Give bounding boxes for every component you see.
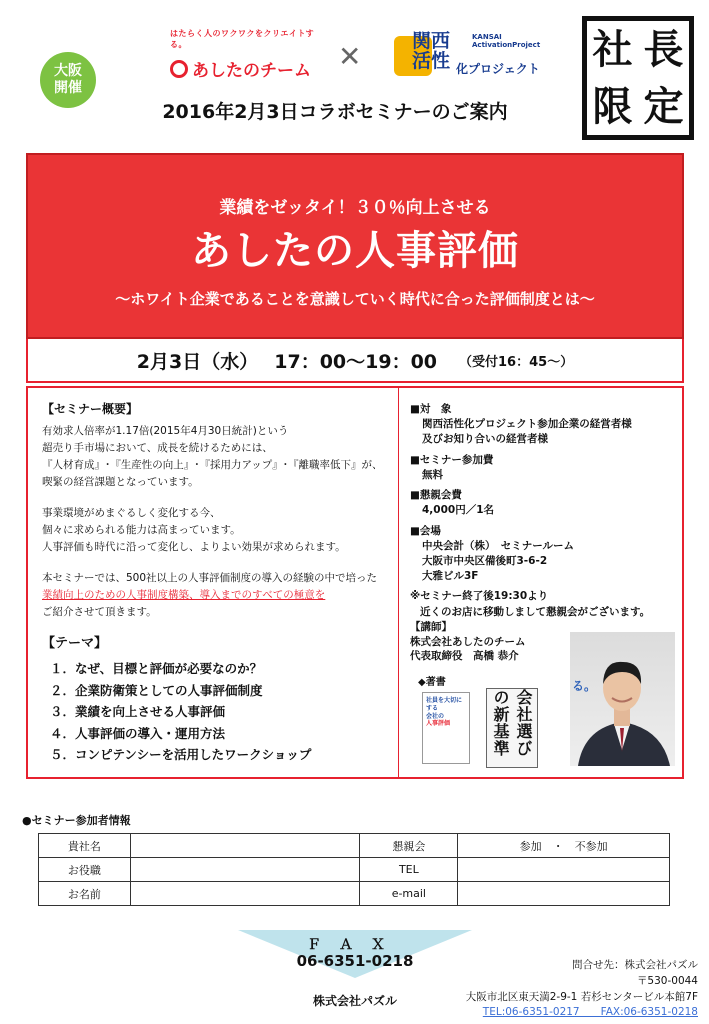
book-cover-2: 会社選びの新基準: [486, 688, 538, 768]
banner-subtitle: 業績をゼッタイ！３０％向上させる: [219, 198, 491, 218]
party-fee-label: ■懇親会費: [410, 489, 462, 502]
fax-number: 06-6351-0218: [296, 952, 414, 970]
venue-line: 大雅ビル3F: [422, 570, 479, 583]
overview-line: 事業環境がめまぐるしく変化する今、: [42, 507, 221, 520]
overview-section: [42, 400, 392, 766]
theme-item: ５．コンピテンシーを活用したワークショップ: [50, 747, 312, 763]
table-row: [39, 882, 670, 906]
tel-field[interactable]: [458, 858, 670, 882]
form-heading: ●セミナー参加者情報: [22, 814, 131, 827]
reception-time: （受付16：45〜）: [459, 354, 574, 370]
kansai-project-logo: [392, 28, 567, 88]
overview-highlight: 業績向上のための人事制度構築、導入までのすべての極意を: [42, 589, 326, 602]
seminar-banner: [26, 153, 684, 339]
photo-backdrop-text: る。: [572, 679, 597, 693]
stamp-char-4: 定: [643, 83, 684, 130]
company-field[interactable]: [130, 834, 360, 858]
collaboration-cross-icon: ✕: [338, 40, 362, 73]
table-row: [39, 834, 670, 858]
contact-info: [440, 958, 698, 1021]
overview-line: 個々に求められる能力は高まっています。: [42, 524, 241, 537]
contact-line: 問合せ先：株式会社パズル: [572, 959, 698, 971]
theme-list: [42, 658, 392, 766]
position-label: お役職: [39, 858, 131, 882]
speaker-name: 代表取締役 高橋 恭介: [410, 650, 519, 663]
company-label: 貴社名: [39, 834, 131, 858]
kansai-suffix: 化プロジェクト: [456, 62, 540, 76]
badge-line-1: 大阪: [54, 62, 82, 79]
theme-heading: 【テーマ】: [42, 636, 108, 652]
tel-label: TEL: [360, 858, 458, 882]
overview-line: 人事評価も時代に沿って変化し、よりよい効果が求められます。: [42, 541, 346, 554]
theme-item: ２．企業防衛策としての人事評価制度: [50, 682, 263, 698]
target-line: 及びお知り合いの経営者様: [422, 433, 548, 446]
ashita-name: あしたのチーム: [192, 61, 311, 81]
overview-line: 『人材育成』･『生産性の向上』･『採用力アップ』･『離職率低下』が、: [42, 459, 383, 472]
details-section: [410, 402, 680, 620]
ashita-mark-icon: [170, 60, 188, 78]
target-line: 関西活性化プロジェクト参加企業の経営者様: [422, 418, 632, 431]
party-note-line: ※セミナー終了後19:30より: [410, 590, 549, 603]
position-field[interactable]: [130, 858, 360, 882]
venue-line: 大阪市中央区備後町3-6-2: [422, 554, 548, 567]
speaker-heading: 【講師】: [410, 621, 452, 633]
ashita-tagline: はたらく人のワクワクをクリエイトする。: [170, 29, 315, 49]
speaker-portrait-illustration: [570, 632, 675, 766]
book-cover-1: [422, 692, 470, 764]
contact-line: 大阪市北区東天満2-9-1 若杉センタービル本館7F: [465, 990, 698, 1003]
contact-line: 〒530-0044: [636, 974, 698, 987]
overview-line: ご紹介させて頂きます。: [42, 606, 157, 619]
theme-item: １．なぜ、目標と評価が必要なのか？: [50, 661, 263, 677]
email-label: e-mail: [360, 882, 458, 906]
speaker-company: 株式会社あしたのチーム: [410, 635, 526, 648]
overview-line: 喫緊の経営課題となっています。: [42, 476, 199, 489]
stamp-char-1: 社: [592, 26, 633, 73]
party-fee-value: 4,000円／1名: [422, 504, 495, 517]
participant-table: [38, 833, 670, 906]
target-label: ■対 象: [410, 403, 452, 415]
book1-line: 会社の: [426, 712, 445, 720]
speaker-section: [410, 620, 590, 664]
theme-item: ４．人事評価の導入・運用方法: [50, 725, 226, 741]
seminar-time: 17：00〜19：00: [274, 350, 438, 373]
schedule-bar: [26, 339, 684, 383]
book1-line: 社員を大切にする: [426, 697, 463, 712]
president-only-stamp: [582, 16, 694, 140]
banner-tagline: 〜ホワイト企業であることを意識していく時代に合った評価制度とは〜: [115, 290, 595, 308]
table-row: [39, 858, 670, 882]
kansai-kanji-2: 活性: [412, 49, 451, 72]
overview-line: 有効求人倍率が1.17倍(2015年4月30日統計)という: [42, 425, 289, 438]
badge-line-2: 開催: [54, 80, 82, 96]
overview-line: 本セミナーでは、500社以上の人事評価制度の導入の経験の中で培った: [42, 572, 378, 585]
organizer-name: 株式会社パズル: [312, 994, 397, 1008]
venue-line: 中央会計（株） セミナールーム: [422, 539, 575, 552]
contact-phone-fax-link[interactable]: TEL:06-6351-0217 FAX:06-6351-0218: [482, 1006, 698, 1019]
speaker-photo: [570, 632, 675, 766]
kansai-en-2: ActivationProject: [472, 40, 541, 49]
books-label: ◆著書: [418, 677, 446, 688]
fax-label: ＦＡＸ: [307, 937, 403, 953]
stamp-char-3: 限: [592, 83, 633, 130]
name-label: お名前: [39, 882, 131, 906]
party-label: 懇親会: [360, 834, 458, 858]
ashita-team-logo: [170, 28, 320, 81]
stamp-char-2: 長: [643, 26, 684, 73]
overview-heading: 【セミナー概要】: [42, 402, 139, 416]
kansai-en-1: KANSAI: [472, 33, 502, 41]
fee-value: 無料: [422, 468, 443, 481]
column-divider: [398, 388, 399, 777]
name-field[interactable]: [130, 882, 360, 906]
party-attendance-field[interactable]: 参加 ・ 不参加: [458, 834, 670, 858]
page-title: 2016年2月3日コラボセミナーのご案内: [162, 101, 508, 123]
osaka-event-badge: [40, 52, 96, 108]
kansai-kanji-1: 関西: [412, 30, 451, 52]
email-field[interactable]: [458, 882, 670, 906]
seminar-date: 2月3日（水）: [136, 350, 259, 373]
overview-line: 超売り手市場において、成長を続けるためには、: [42, 442, 273, 455]
venue-label: ■会場: [410, 524, 441, 537]
banner-title: あしたの人事評価: [191, 228, 519, 274]
fee-label: ■セミナー参加費: [410, 453, 494, 466]
book1-line: 人事評価: [426, 720, 451, 728]
theme-item: ３．業績を向上させる人事評価: [50, 704, 226, 720]
party-note-line: 近くのお店に移動しまして懇親会がございます。: [420, 605, 651, 618]
